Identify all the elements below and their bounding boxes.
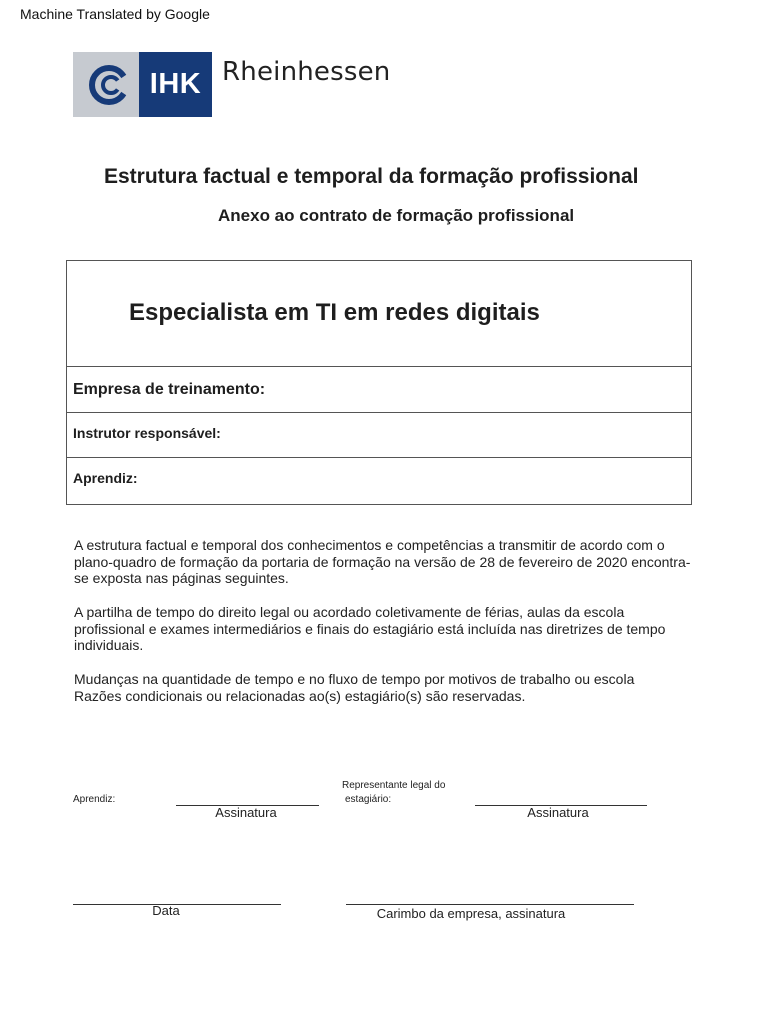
document-subtitle: Anexo ao contrato de formação profissional xyxy=(218,206,575,225)
paragraph-line: A partilha de tempo do direito legal ou acordado coletivamente de férias, aulas da escola xyxy=(74,604,625,620)
apprentice-signature-caption: Assinatura xyxy=(215,805,277,820)
logo-region-name: Rheinhessen xyxy=(222,57,391,87)
instructor-label: Instrutor responsável: xyxy=(73,425,221,441)
apprentice-row xyxy=(67,457,691,505)
apprentice-label: Aprendiz: xyxy=(73,470,138,486)
company-stamp-line[interactable] xyxy=(346,904,634,905)
ihk-emblem-icon xyxy=(89,65,129,105)
paragraph-structure xyxy=(74,537,704,587)
machine-translation-note: Machine Translated by Google xyxy=(20,6,210,22)
date-caption: Data xyxy=(152,903,180,918)
paragraph-line: plano-quadro de formação da portaria de formação na versão de 28 de fevereiro de 2020 encontra- xyxy=(74,553,691,570)
signature-apprentice-label: Aprendiz: xyxy=(73,794,116,805)
company-row xyxy=(67,366,691,412)
paragraph-time-sharing xyxy=(74,604,704,654)
legal-rep-label-line1: Representante legal do xyxy=(342,780,446,791)
paragraph-changes xyxy=(74,671,704,704)
legal-rep-signature-caption: Assinatura xyxy=(527,805,589,820)
form-table xyxy=(66,260,692,505)
logo-emblem-panel xyxy=(73,52,139,117)
paragraph-line: Razões condicionais ou relacionadas ao(s) estagiário(s) são reservadas. xyxy=(74,687,526,704)
logo-brand: IHK xyxy=(139,52,212,117)
occupation-title: Especialista em TI em redes digitais xyxy=(129,299,540,326)
company-label: Empresa de treinamento: xyxy=(73,381,266,398)
ihk-logo xyxy=(73,52,212,117)
document-title: Estrutura factual e temporal da formação profissional xyxy=(104,165,639,188)
paragraph-line: se exposta nas páginas seguintes. xyxy=(74,570,289,586)
paragraph-line: Mudanças na quantidade de tempo e no fluxo de tempo por motivos de trabalho ou escola xyxy=(74,671,635,687)
company-stamp-caption: Carimbo da empresa, assinatura xyxy=(376,906,566,921)
paragraph-line: individuais. xyxy=(74,637,144,653)
legal-rep-label-line2: estagiário: xyxy=(345,794,392,805)
paragraph-line: profissional e exames intermediários e finais do estagiário está incluída nas diretrizes de tempo xyxy=(74,620,666,637)
occupation-row xyxy=(67,261,691,366)
instructor-row xyxy=(67,412,691,458)
paragraph-line: A estrutura factual e temporal dos conhecimentos e competências a transmitir de acordo com o xyxy=(74,537,665,553)
